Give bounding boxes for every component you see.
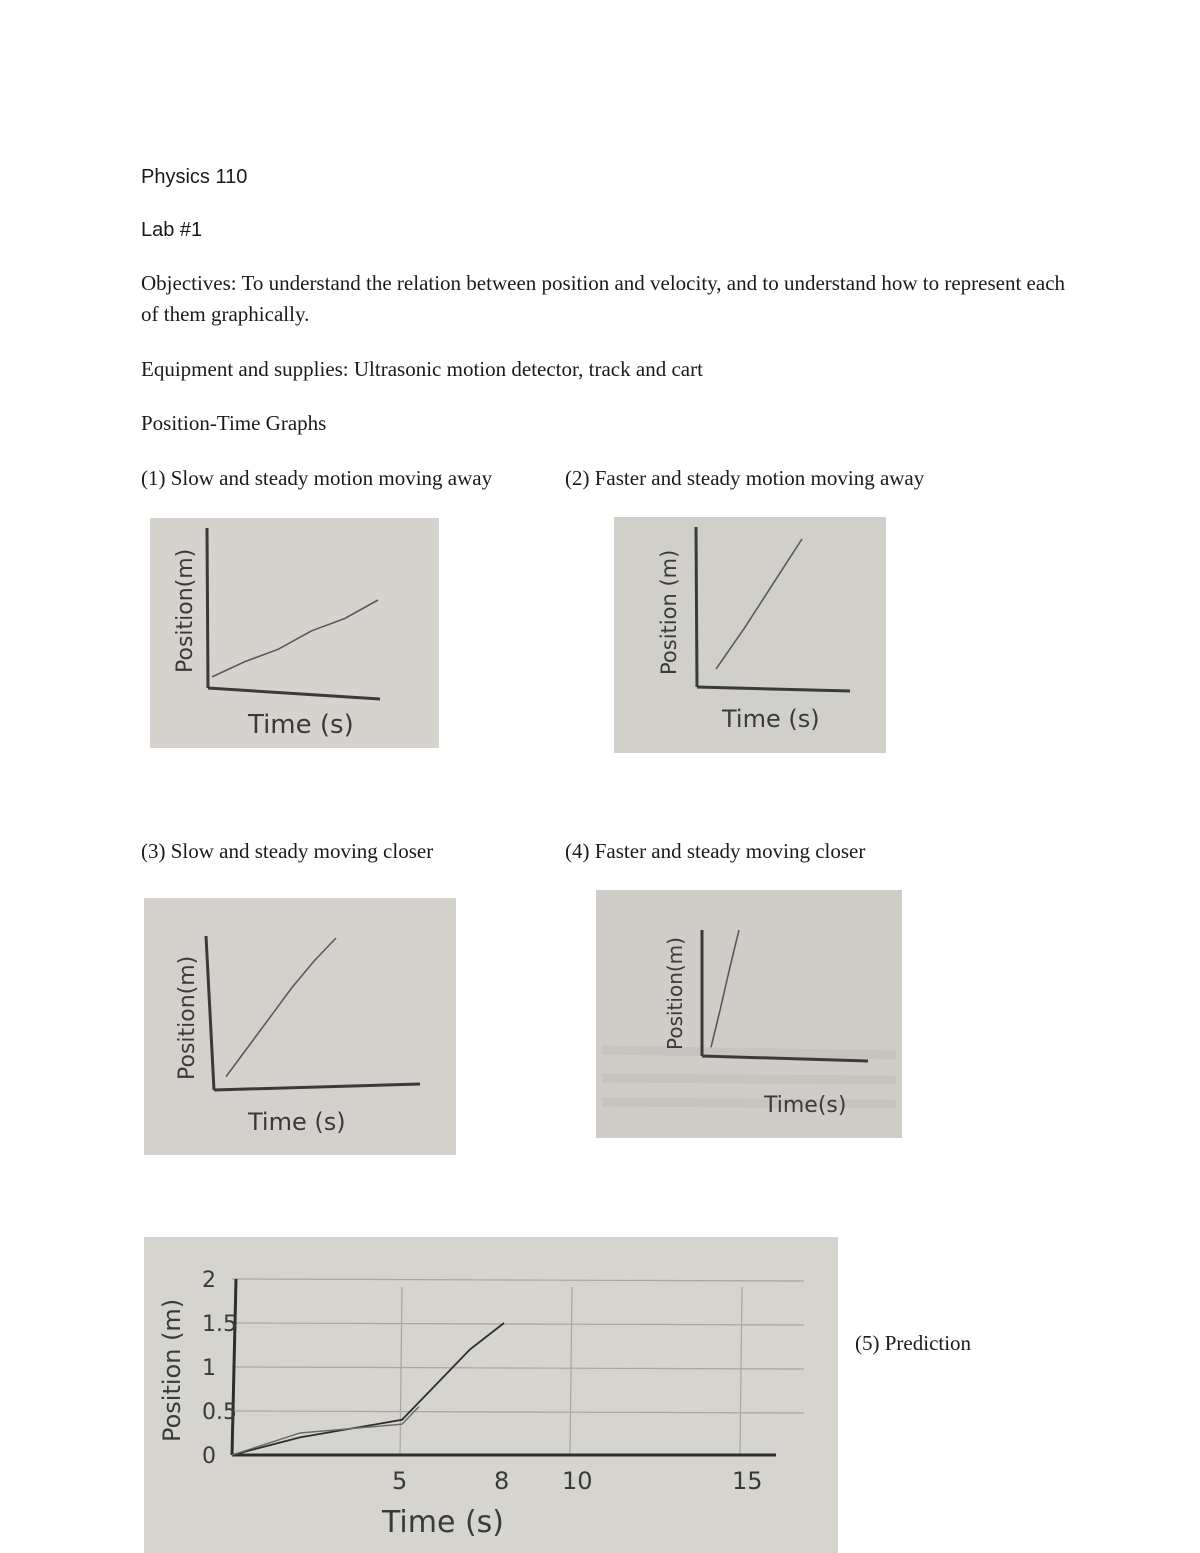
- caption-graph-2: (2) Faster and steady motion moving away: [565, 466, 925, 490]
- prediction-x-tick-label: 10: [562, 1467, 593, 1495]
- graph-2-x-axis: [697, 687, 850, 691]
- caption-graph-4: (4) Faster and steady moving closer: [565, 839, 866, 863]
- prediction-ylabel: Position (m): [158, 1298, 186, 1442]
- graph-4-svg: [596, 890, 902, 1138]
- graph-1-x-axis: [208, 688, 380, 699]
- prediction-series: [232, 1323, 504, 1455]
- caption-prediction: (5) Prediction: [855, 1331, 972, 1355]
- graph-2-ylabel: Position (m): [657, 549, 681, 675]
- graph-1-svg: [150, 518, 439, 748]
- graph-4-xlabel: Time(s): [764, 1093, 847, 1118]
- prediction-gridline-h: [232, 1279, 804, 1281]
- graph-1-y-axis: [207, 528, 208, 688]
- graph-photo-4: [596, 890, 902, 1138]
- graph-3-y-axis: [206, 936, 214, 1090]
- graph-2-y-axis: [696, 527, 697, 687]
- lab-number: Lab #1: [141, 219, 203, 241]
- prediction-gridline-v: [400, 1287, 402, 1455]
- equipment-line: Equipment and supplies: Ultrasonic motion detector, track and cart: [141, 357, 703, 381]
- graph-4-ylabel: Position(m): [663, 937, 687, 1050]
- graph-4-show-through-1: [602, 1050, 896, 1055]
- graph-3-xlabel: Time (s): [248, 1108, 346, 1136]
- prediction-y-tick-label: 2: [202, 1268, 216, 1293]
- prediction-y-tick-label: 1: [202, 1356, 216, 1381]
- graph-3-x-axis: [214, 1084, 420, 1090]
- course-title: Physics 110: [141, 166, 248, 188]
- section-title: Position-Time Graphs: [141, 411, 327, 435]
- graph-2-svg: [614, 517, 886, 753]
- prediction-y-tick-label: 0: [202, 1444, 216, 1469]
- graph-1-xlabel: Time (s): [248, 710, 354, 740]
- graph-3-data-line: [226, 938, 336, 1077]
- prediction-graph-photo: [144, 1237, 838, 1553]
- prediction-gridline-h: [232, 1411, 804, 1413]
- caption-graph-1: (1) Slow and steady motion moving away: [141, 466, 493, 490]
- prediction-gridline-v: [570, 1287, 572, 1455]
- graph-4-show-through-2: [602, 1078, 896, 1080]
- prediction-grid: [232, 1279, 804, 1455]
- graph-3-svg: [144, 898, 456, 1155]
- prediction-xlabel: Time (s): [382, 1505, 504, 1540]
- prediction-y-axis: [232, 1279, 236, 1455]
- graph-4-show-through-3: [602, 1102, 896, 1104]
- prediction-y-tick-label: 0.5: [202, 1400, 237, 1425]
- graph-2-xlabel: Time (s): [722, 705, 820, 733]
- prediction-ticks: [202, 1268, 763, 1495]
- prediction-x-tick-label: 15: [732, 1467, 763, 1495]
- graph-4-data-line: [711, 930, 739, 1047]
- graph-3-ylabel: Position(m): [175, 955, 200, 1080]
- prediction-gridline-h: [232, 1367, 804, 1369]
- graph-photo-2: [614, 517, 886, 753]
- graph-1-ylabel: Position(m): [173, 548, 198, 673]
- graph-photo-3: [144, 898, 456, 1155]
- prediction-x-tick-label: 5: [392, 1467, 408, 1495]
- prediction-x-tick-label: 8: [494, 1467, 510, 1495]
- graph-1-data-line: [212, 600, 378, 677]
- objectives-paragraph: Objectives: To understand the relation between position and velocity, and to understand how to represent each of them graphically.: [141, 271, 1066, 326]
- prediction-gridline-h: [232, 1323, 804, 1325]
- prediction-y-tick-label: 1.5: [202, 1312, 237, 1337]
- graph-photo-1: [150, 518, 439, 748]
- prediction-series-prediction: [232, 1323, 504, 1455]
- prediction-graph-svg: [144, 1237, 838, 1553]
- caption-graph-3: (3) Slow and steady moving closer: [141, 839, 434, 863]
- prediction-gridline-v: [740, 1287, 742, 1455]
- graph-2-data-line: [716, 539, 802, 669]
